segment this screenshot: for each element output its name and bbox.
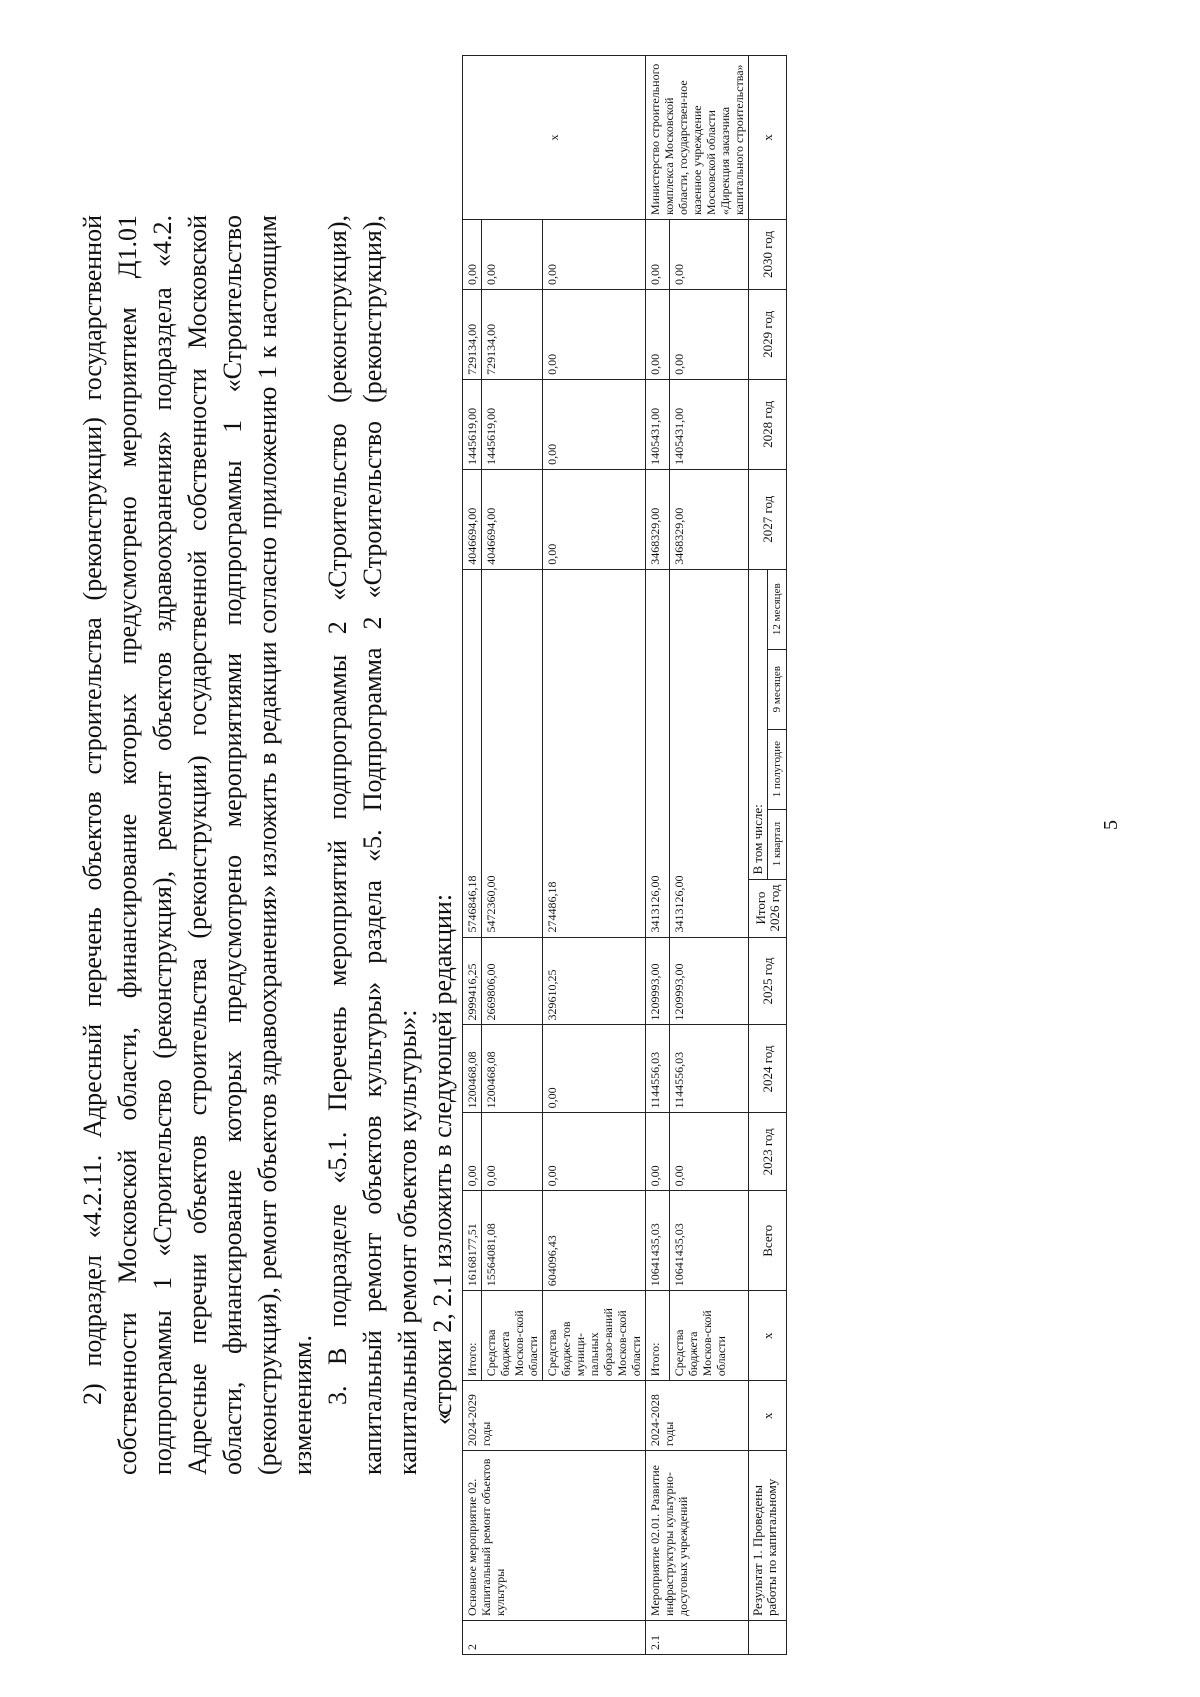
y2027-cell: 3468329,00 [670, 469, 749, 569]
y2030-cell: 0,00 [543, 220, 646, 290]
y2028-cell: 1445619,00 [482, 379, 543, 469]
y2028-cell: 1445619,00 [463, 379, 482, 469]
result-2028: 2028 год [749, 379, 787, 469]
y2026-cell: 274486,18 [543, 569, 646, 937]
y2026-cell: 3413126,00 [646, 569, 670, 937]
y2025-cell: 2999416,25 [463, 937, 482, 1025]
y2025-cell: 2669806,00 [482, 937, 543, 1025]
source-cell: Итого: [646, 1291, 670, 1381]
row-name: Основное мероприятие 02. Капитальный ремонт объектов культуры [463, 1451, 646, 1621]
y2024-cell: 1144556,03 [670, 1025, 749, 1113]
open-quote: « [428, 1412, 457, 1425]
table-row [646, 56, 670, 1655]
y2028-cell: 0,00 [543, 379, 646, 469]
y2027-cell: 0,00 [543, 469, 646, 569]
y2027-cell: 3468329,00 [646, 469, 670, 569]
y2026-cell: 3413126,00 [670, 569, 749, 937]
rotated-page [20, 35, 1180, 1675]
y2027-cell: 4046694,00 [482, 469, 543, 569]
paragraph-1: 2) подраздел «4.2.11. Адресный перечень объектов строительства (реконструкции) государственной собственности Московской области, финансирование которых предусмотрено мероприятием Д1.01 подпрограммы 1 «Строительство (реконструкция), ремонт объектов здравоохранения» подраздела «4.2. Адресные перечни объектов строительства (реконструкции) государственной собственности Московской области, финансирование которых предусмотрено мероприятиями подпрограммы 1 «Строительство (реконструкция), ремонт объектов здравоохранения» изложить в редакции согласно приложению 1 к настоящим изменениям. [78, 215, 317, 1475]
result-2023: 2023 год [749, 1113, 787, 1191]
executor-cell: х [463, 56, 646, 220]
result-executor: х [749, 56, 787, 220]
total-cell: 10641435,03 [670, 1191, 749, 1291]
row-name: Мероприятие 02.01. Развитие инфраструктуры культурно-досуговых учреждений [646, 1451, 749, 1621]
y2023-cell: 0,00 [670, 1113, 749, 1191]
y2025-cell: 1209993,00 [646, 937, 670, 1025]
y2029-cell: 729134,00 [482, 289, 543, 379]
source-cell: Средства бюджета Москов-ской области [482, 1291, 543, 1381]
y2030-cell: 0,00 [482, 220, 543, 290]
result-2027: 2027 год [749, 469, 787, 569]
y2029-cell: 729134,00 [463, 289, 482, 379]
result-2024: 2024 год [749, 1025, 787, 1113]
y2024-cell: 1200468,08 [463, 1025, 482, 1113]
source-cell: Средства бюджета Москов-ской области [670, 1291, 749, 1381]
source-cell: Итого: [463, 1291, 482, 1381]
y2024-cell: 0,00 [543, 1025, 646, 1113]
result-q1: 1 квартал [768, 809, 787, 879]
y2026-cell: 5746846,18 [463, 569, 482, 937]
result-total: Всего [749, 1191, 787, 1291]
table-row [749, 56, 768, 1655]
total-cell: 10641435,03 [646, 1191, 670, 1291]
y2025-cell: 329610,25 [543, 937, 646, 1025]
y2029-cell: 0,00 [670, 289, 749, 379]
row-period: 2024-2028 годы [646, 1381, 749, 1451]
result-2026: Итого 2026 год [749, 879, 787, 937]
y2030-cell: 0,00 [646, 220, 670, 290]
total-cell: 604096,43 [543, 1191, 646, 1291]
paragraph-2: 3. В подразделе «5.1. Перечень мероприятий подпрограммы 2 «Строительство (реконструкция), капитальный ремонт объектов культуры» раздела «5. Подпрограмма 2 «Строительство (реконструкция), капитальный ремонт объектов культуры»: [323, 215, 422, 1475]
result-period: х [749, 1381, 787, 1451]
total-cell: 16168177,51 [463, 1191, 482, 1291]
total-cell: 15564081,08 [482, 1191, 543, 1291]
result-2030: 2030 год [749, 220, 787, 290]
y2023-cell: 0,00 [543, 1113, 646, 1191]
y2029-cell: 0,00 [646, 289, 670, 379]
result-name: Результат 1. Проведены работы по капитальному [749, 1451, 787, 1621]
y2023-cell: 0,00 [482, 1113, 543, 1191]
y2024-cell: 1144556,03 [646, 1025, 670, 1113]
result-source: х [749, 1291, 787, 1381]
y2028-cell: 1405431,00 [670, 379, 749, 469]
y2026-cell: 5472360,00 [482, 569, 543, 937]
y2023-cell: 0,00 [463, 1113, 482, 1191]
result-2025: 2025 год [749, 937, 787, 1025]
y2025-cell: 1209993,00 [670, 937, 749, 1025]
page-number: 5 [1100, 820, 1122, 830]
y2024-cell: 1200468,08 [482, 1025, 543, 1113]
table-row [463, 56, 482, 1655]
source-cell: Средства бюдже-тов муници-пальных образо-ваний Москов-ской области [543, 1291, 646, 1381]
row-period: 2024-2029 годы [463, 1381, 646, 1451]
row-num: 2.1 [646, 1621, 749, 1655]
row-num: 2 [463, 1621, 646, 1655]
row-num [749, 1621, 787, 1655]
body-text [75, 215, 460, 1475]
y2023-cell: 0,00 [646, 1113, 670, 1191]
result-h1: 1 полугодие [768, 729, 787, 809]
executor-cell: Министерство строительного комплекса Московской области, государствен-ное казенное учреждение Московской области «Дирекция заказчика капитального строительства» [646, 56, 749, 220]
y2029-cell: 0,00 [543, 289, 646, 379]
paragraph-3: строки 2, 2.1 изложить в следующей редакции: [428, 893, 457, 1415]
y2027-cell: 4046694,00 [463, 469, 482, 569]
result-inclusive: В том числе: [749, 569, 768, 879]
y2028-cell: 1405431,00 [646, 379, 670, 469]
measures-table [462, 55, 787, 1655]
result-m12: 12 месяцев [768, 569, 787, 649]
y2030-cell: 0,00 [463, 220, 482, 290]
y2030-cell: 0,00 [670, 220, 749, 290]
result-2029: 2029 год [749, 289, 787, 379]
result-m9: 9 месяцев [768, 649, 787, 729]
